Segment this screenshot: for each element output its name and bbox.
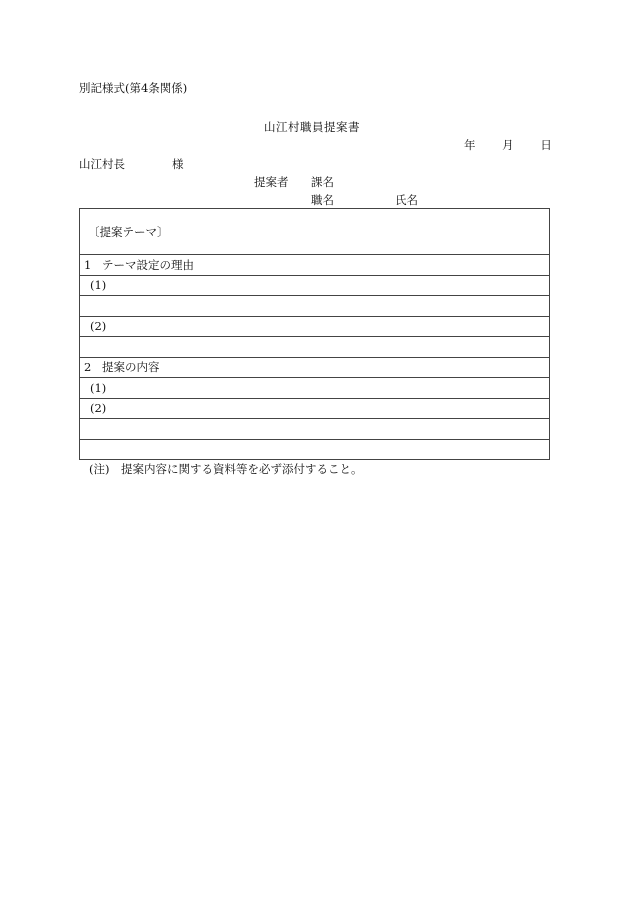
proposer-label: 提案者 (254, 175, 289, 189)
section1-item-4[interactable] (80, 336, 549, 357)
section2-item-1[interactable] (80, 377, 549, 398)
section2-label: 提案の内容 (102, 360, 160, 375)
footnote: (注) 提案内容に関する資料等を必ず添付すること。 (89, 462, 363, 476)
section1-item-3[interactable] (80, 316, 549, 337)
date-month: 月 (502, 138, 514, 152)
section2-number: 2 (84, 360, 92, 375)
item-label: (1) (90, 278, 107, 293)
addressee-honorific: 様 (172, 157, 184, 171)
proposal-table (79, 208, 550, 460)
section2-item-3[interactable] (80, 418, 549, 439)
item-label: (2) (90, 319, 107, 334)
item-label: (2) (90, 401, 107, 416)
section1-label: テーマ設定の理由 (102, 257, 194, 272)
section2-header (80, 357, 549, 378)
name-label: 氏名 (395, 193, 418, 207)
section1-item-2[interactable] (80, 295, 549, 316)
section1-header (80, 254, 549, 275)
date-line (464, 138, 552, 152)
page-title: 山江村職員提案書 (264, 120, 360, 134)
date-year: 年 (464, 138, 476, 152)
section1-number: 1 (84, 257, 92, 272)
position-label: 職名 (311, 193, 334, 207)
date-day: 日 (540, 138, 552, 152)
item-label: (1) (90, 380, 107, 395)
addressee-name: 山江村長 (79, 157, 125, 171)
section-name-label: 課名 (311, 175, 334, 189)
section2-item-4[interactable] (80, 439, 549, 460)
form-ref: 別記様式(第4条関係) (79, 81, 188, 95)
section2-item-2[interactable] (80, 398, 549, 419)
theme-row[interactable] (80, 209, 549, 254)
theme-label: 〔提案テーマ〕 (88, 224, 169, 239)
section1-item-1[interactable] (80, 275, 549, 296)
